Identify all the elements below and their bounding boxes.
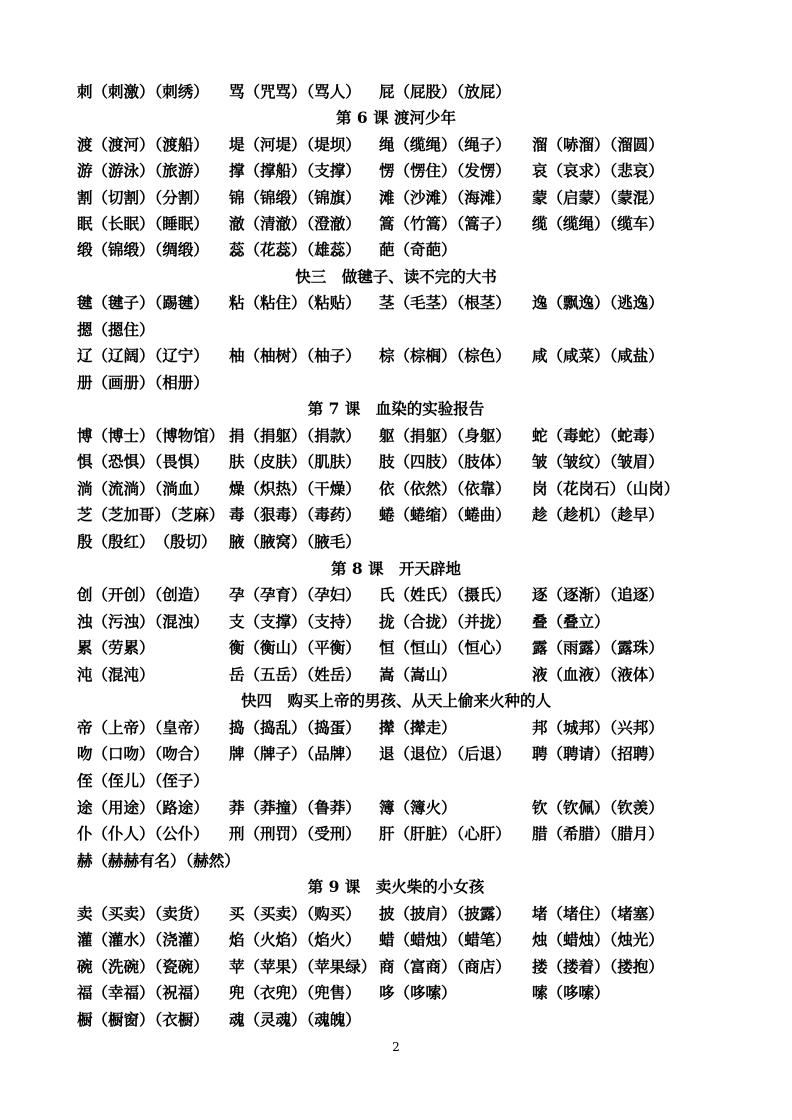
vocab-row — [77, 796, 767, 820]
vocab-entry: 肝（肝脏）（心肝） — [379, 824, 511, 843]
vocab-entry: 氏（姓氏）（摄氏） — [379, 585, 511, 604]
vocab-entry: 哀（哀求）（悲哀） — [532, 161, 664, 180]
vocab-entry: 莽（莽撞）（鲁莽） — [229, 798, 361, 817]
vocab-entry: 骂（咒骂）（骂人） — [229, 82, 361, 101]
vocab-entry: 邦（城邦）（兴邦） — [532, 718, 664, 737]
vocab-entry: 芝（芝加哥）（芝麻） — [77, 505, 225, 524]
vocab-entry: 撵（撵走） — [379, 718, 457, 737]
section-heading: 第 9 课 卖火柴的小女孩 — [307, 877, 485, 896]
vocab-entry: 捣（捣乱）（捣蛋） — [229, 718, 361, 737]
vocab-entry: 支（支撑）（支持） — [229, 612, 361, 631]
vocab-row — [77, 610, 767, 634]
vocab-entry: 缎（锦缎）（绸缎） — [77, 240, 209, 259]
vocab-row — [77, 371, 767, 395]
vocab-entry: 买（买卖）（购买） — [229, 904, 361, 923]
vocab-entry: 锦（锦缎）（锦旗） — [229, 188, 361, 207]
vocab-entry: 刑（刑罚）（受刑） — [229, 824, 361, 843]
section-heading: 第 6 课 渡河少年 — [336, 108, 456, 127]
vocab-entry: 腋（腋窝）（腋毛） — [229, 532, 361, 551]
vocab-entry: 依（依然）（依靠） — [379, 479, 511, 498]
vocab-entry: 露（雨露）（露珠） — [532, 638, 664, 657]
vocab-entry: 岗（花岗石）（山岗） — [532, 479, 680, 498]
vocab-entry: 累（劳累） — [77, 638, 155, 657]
vocab-row — [77, 902, 767, 926]
vocab-entry: 嵩（嵩山） — [379, 665, 457, 684]
vocab-entry: 叠（叠立） — [532, 612, 610, 631]
vocab-row — [77, 716, 767, 740]
vocab-row — [77, 981, 767, 1005]
vocab-entry: 趁（趁机）（趁早） — [532, 505, 664, 524]
vocab-entry: 焰（火焰）（焰火） — [229, 930, 361, 949]
vocab-entry: 搂（搂着）（搂抱） — [532, 957, 664, 976]
vocab-entry: 澈（清澈）（澄澈） — [229, 214, 361, 233]
vocab-entry: 博（博士）（博物馆） — [77, 426, 225, 445]
vocab-entry: 棕（棕榈）（棕色） — [379, 346, 511, 365]
vocab-entry: 堵（堵住）（堵塞） — [532, 904, 664, 923]
vocab-entry: 摁（摁住） — [77, 320, 155, 339]
vocab-entry: 册（画册）（相册） — [77, 373, 209, 392]
vocab-entry: 卖（买卖）（卖货） — [77, 904, 209, 923]
vocab-entry: 沌（混沌） — [77, 665, 155, 684]
vocab-row — [77, 928, 767, 952]
vocab-entry: 割（切割）（分割） — [77, 188, 209, 207]
vocab-entry: 逸（飘逸）（逃逸） — [532, 293, 664, 312]
section-heading: 第 8 课 开天辟地 — [330, 559, 462, 578]
vocab-entry: 刺（刺激）（刺绣） — [77, 82, 209, 101]
vocab-row — [77, 424, 767, 448]
vocab-entry: 牌（牌子）（品牌） — [229, 744, 361, 763]
vocab-entry: 滩（沙滩）（海滩） — [379, 188, 511, 207]
vocab-entry: 辽（辽阔）（辽宁） — [77, 346, 209, 365]
vocab-row — [77, 212, 767, 236]
vocab-entry: 撑（撑船）（支撑） — [229, 161, 361, 180]
vocab-row — [77, 663, 767, 687]
vocab-entry: 蒙（启蒙）（蒙混） — [532, 188, 664, 207]
vocab-entry: 躯（捐躯）（身躯） — [379, 426, 511, 445]
vocab-entry: 恒（恒山）（恒心） — [379, 638, 511, 657]
vocab-entry: 孕（孕育）（孕妇） — [229, 585, 361, 604]
vocab-row — [77, 133, 767, 157]
vocab-row — [77, 80, 767, 104]
vocab-entry: 披（披肩）（披露） — [379, 904, 511, 923]
vocab-row — [77, 1008, 767, 1032]
vocab-entry: 堤（河堤）（堤坝） — [229, 135, 361, 154]
vocab-entry: 嗦（哆嗦） — [532, 983, 610, 1002]
vocab-row — [77, 636, 767, 660]
vocab-entry: 愣（愣住）（发愣） — [379, 161, 511, 180]
vocab-row — [77, 849, 767, 873]
vocab-row — [77, 450, 767, 474]
vocab-entry: 柚（柚树）（柚子） — [229, 346, 361, 365]
vocab-entry: 拢（合拢）（并拢） — [379, 612, 511, 631]
vocab-entry: 液（血液）（液体） — [532, 665, 664, 684]
vocab-entry: 肤（皮肤）（肌肤） — [229, 452, 361, 471]
vocab-row — [77, 344, 767, 368]
vocab-entry: 碗（洗碗）（瓷碗） — [77, 957, 209, 976]
vocab-entry: 淌（流淌）（淌血） — [77, 479, 209, 498]
vocab-entry: 屁（屁股）（放屁） — [379, 82, 511, 101]
vocab-entry: 渡（渡河）（渡船） — [77, 135, 209, 154]
vocab-entry: 侄（侄儿）（侄子） — [77, 771, 209, 790]
vocab-entry: 聘（聘请）（招聘） — [532, 744, 664, 763]
vocab-row — [77, 530, 767, 554]
vocab-entry: 腊（希腊）（腊月） — [532, 824, 664, 843]
vocab-entry: 福（幸福）（祝福） — [77, 983, 209, 1002]
vocab-entry: 仆（仆人）（公仆） — [77, 824, 209, 843]
vocab-entry: 簿（簿火） — [379, 798, 457, 817]
vocab-row — [77, 238, 767, 262]
vocab-entry: 蕊（花蕊）（雄蕊） — [229, 240, 361, 259]
vocab-entry: 灌（灌水）（浇灌） — [77, 930, 209, 949]
vocab-row — [77, 318, 767, 342]
vocab-entry: 毒（狠毒）（毒药） — [229, 505, 361, 524]
vocab-entry: 殷（殷红） （殷切） — [77, 532, 217, 551]
vocab-entry: 缆（缆绳）（缆车） — [532, 214, 664, 233]
vocab-entry: 捐（捐躯）（捐款） — [229, 426, 361, 445]
section-heading: 快四 购买上帝的男孩、从天上偷来火种的人 — [240, 691, 551, 710]
vocab-entry: 商（富商）（商店） — [379, 957, 511, 976]
vocab-row — [77, 955, 767, 979]
vocab-entry: 蜡（蜡烛）（蜡笔） — [379, 930, 511, 949]
vocab-row — [77, 822, 767, 846]
vocab-entry: 浊（污浊）（混浊） — [77, 612, 209, 631]
vocab-entry: 吻（口吻）（吻合） — [77, 744, 209, 763]
vocab-entry: 魂（灵魂）（魂魄） — [229, 1010, 361, 1029]
page-number: 2 — [392, 1040, 400, 1054]
vocab-entry: 退（退位）（后退） — [379, 744, 511, 763]
vocab-entry: 烛（蜡烛）（烛光） — [532, 930, 664, 949]
vocab-row — [77, 291, 767, 315]
vocab-entry: 帝（上帝）（皇帝） — [77, 718, 209, 737]
vocab-entry: 衡（衡山）（平衡） — [229, 638, 361, 657]
vocab-row — [77, 769, 767, 793]
vocab-row — [77, 186, 767, 210]
vocab-entry: 赫（赫赫有名）（赫然） — [77, 851, 240, 870]
vocab-entry: 毽（毽子）（踢毽） — [77, 293, 209, 312]
vocab-entry: 肢（四肢）（肢体） — [379, 452, 511, 471]
vocab-entry: 惧（恐惧）（畏惧） — [77, 452, 209, 471]
vocab-row — [77, 742, 767, 766]
vocab-row — [77, 159, 767, 183]
vocab-entry: 游（游泳）（旅游） — [77, 161, 209, 180]
vocab-entry: 岳（五岳）（姓岳） — [229, 665, 361, 684]
vocab-entry: 橱（橱窗）（衣橱） — [77, 1010, 209, 1029]
vocab-entry: 篙（竹篙）（篙子） — [379, 214, 511, 233]
vocab-entry: 绳（缆绳）（绳子） — [379, 135, 511, 154]
vocab-entry: 葩（奇葩） — [379, 240, 457, 259]
vocab-entry: 途（用途）（路途） — [77, 798, 209, 817]
vocab-entry: 蜷（蜷缩）（蜷曲） — [379, 505, 511, 524]
vocab-entry: 茎（毛茎）（根茎） — [379, 293, 511, 312]
vocab-entry: 逐（逐渐）（追逐） — [532, 585, 664, 604]
section-heading: 第 7 课 血染的实验报告 — [307, 399, 485, 418]
vocab-entry: 粘（粘住）（粘贴） — [229, 293, 361, 312]
vocab-entry: 苹（苹果）（苹果绿） — [229, 957, 377, 976]
vocab-entry: 哆（哆嗦） — [379, 983, 457, 1002]
vocab-row — [77, 477, 767, 501]
vocab-entry: 皱（皱纹）（皱眉） — [532, 452, 664, 471]
vocab-entry: 眠（长眠）（睡眠） — [77, 214, 209, 233]
vocab-entry: 蛇（毒蛇）（蛇毒） — [532, 426, 664, 445]
vocab-row — [77, 503, 767, 527]
section-heading: 快三 做毽子、读不完的大书 — [295, 267, 497, 286]
vocab-entry: 兜（衣兜）（兜售） — [229, 983, 361, 1002]
vocab-entry: 钦（钦佩）（钦羡） — [532, 798, 664, 817]
vocab-entry: 创（开创）（创造） — [77, 585, 209, 604]
vocab-entry: 燥（炽热）（干燥） — [229, 479, 361, 498]
vocab-entry: 溜（哧溜）（溜圆） — [532, 135, 664, 154]
vocab-entry: 咸（咸菜）（咸盐） — [532, 346, 664, 365]
vocab-row — [77, 583, 767, 607]
